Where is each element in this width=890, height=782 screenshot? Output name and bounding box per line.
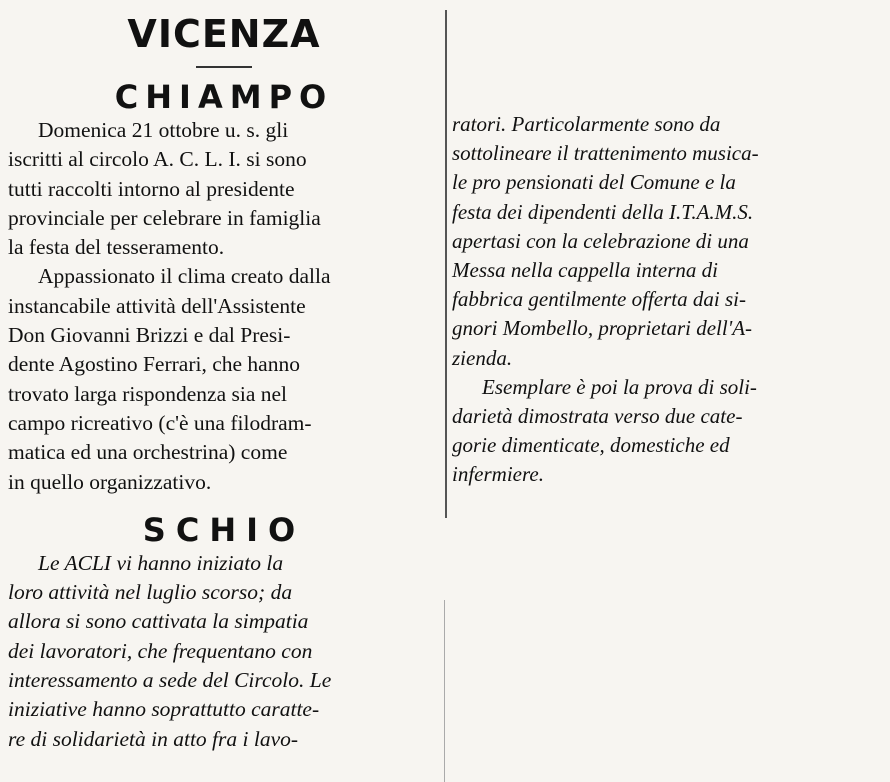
schio-heading: SCHIO bbox=[142, 510, 306, 549]
right-column bbox=[452, 110, 882, 490]
left-column bbox=[8, 0, 440, 754]
column-divider-lower bbox=[444, 600, 445, 782]
chiampo-article bbox=[8, 116, 440, 497]
region-title: VICENZA bbox=[127, 12, 321, 56]
text-line: matica ed una orchestrina) come bbox=[8, 440, 288, 465]
text-line: infermiere. bbox=[452, 462, 544, 487]
chiampo-heading: CHIAMPO bbox=[114, 78, 334, 116]
text-line: Appassionato il clima creato dalla bbox=[38, 264, 331, 289]
text-line: la festa del tesseramento. bbox=[8, 235, 225, 260]
text-line: re di solidarietà in atto fra i lavo- bbox=[8, 726, 299, 751]
text-line: dente Agostino Ferrari, che hanno bbox=[8, 352, 300, 377]
text-line: in quello organizzativo. bbox=[8, 469, 212, 494]
text-line: Domenica 21 ottobre u. s. gli bbox=[38, 118, 289, 142]
text-line: trovato larga rispondenza sia nel bbox=[8, 381, 288, 406]
text-line: zienda. bbox=[452, 345, 513, 370]
text-line: provinciale per celebrare in famiglia bbox=[8, 205, 321, 230]
text-line: loro attività nel luglio scorso; da bbox=[8, 580, 293, 605]
title-rule bbox=[196, 66, 252, 68]
text-line: fabbrica gentilmente offerta dai si- bbox=[452, 287, 746, 312]
text-line: dei lavoratori, che frequentano con bbox=[8, 638, 313, 663]
schio-paragraph-1 bbox=[8, 549, 440, 754]
chiampo-paragraph-1 bbox=[8, 116, 440, 262]
continuation-paragraph-1 bbox=[452, 110, 882, 373]
chiampo-paragraph-2 bbox=[8, 262, 440, 496]
text-line: le pro pensionati del Comune e la bbox=[452, 170, 736, 195]
text-line: allora si sono cattivata la simpatia bbox=[8, 609, 309, 634]
text-line: instancabile attività dell'Assistente bbox=[8, 293, 306, 318]
text-line: darietà dimostrata verso due cate- bbox=[452, 404, 743, 429]
continuation-paragraph-2 bbox=[452, 373, 882, 490]
text-line: gnori Mombello, proprietari dell'A- bbox=[452, 316, 753, 341]
text-line: gorie dimenticate, domestiche ed bbox=[452, 433, 730, 458]
text-line: Messa nella cappella interna di bbox=[452, 258, 718, 283]
text-line: Le ACLI vi hanno iniziato la bbox=[38, 550, 284, 575]
text-line: sottolineare il trattenimento musica- bbox=[452, 141, 759, 166]
text-line: iscritti al circolo A. C. L. I. si sono bbox=[8, 147, 307, 172]
text-line: tutti raccolti intorno al presidente bbox=[8, 176, 295, 201]
text-line: interessamento a sede del Circolo. Le bbox=[8, 668, 332, 693]
column-divider bbox=[445, 10, 447, 518]
text-line: apertasi con la celebrazione di una bbox=[452, 228, 749, 253]
text-line: Esemplare è poi la prova di soli- bbox=[482, 374, 757, 399]
text-line: Don Giovanni Brizzi e dal Presi- bbox=[8, 323, 291, 348]
text-line: iniziative hanno soprattutto caratte- bbox=[8, 697, 320, 722]
schio-article bbox=[8, 549, 440, 754]
text-line: festa dei dipendenti della I.T.A.M.S. bbox=[452, 199, 754, 224]
text-line: ratori. Particolarmente sono da bbox=[452, 112, 721, 136]
text-line: campo ricreativo (c'è una filodram- bbox=[8, 410, 312, 435]
